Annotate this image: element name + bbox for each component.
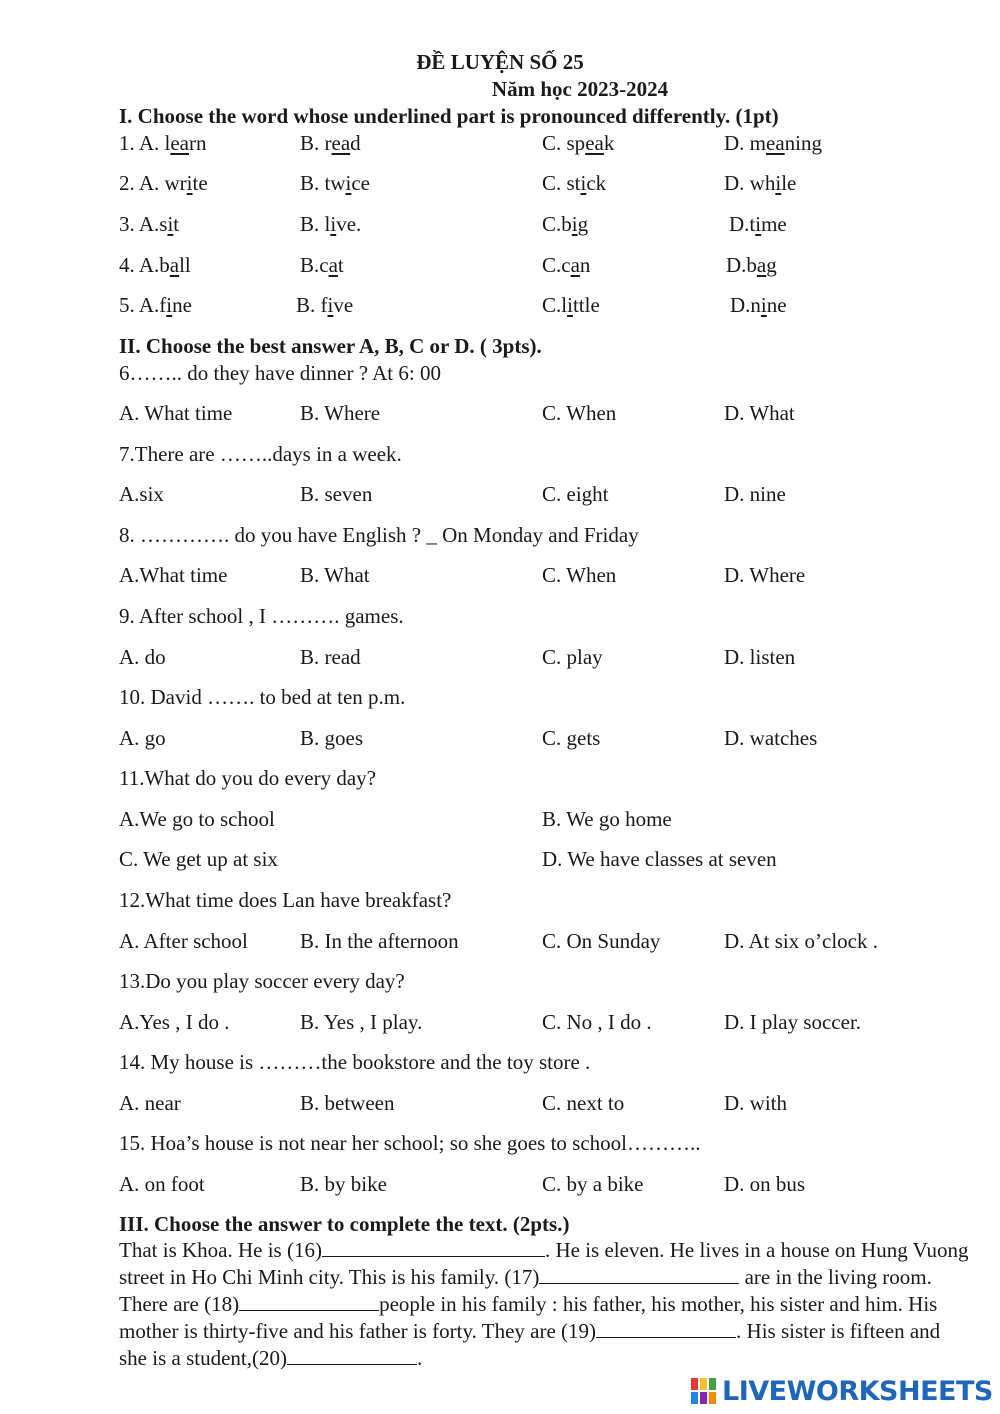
q7-option-a: A.six: [119, 482, 164, 506]
q9-option-a: A. do: [119, 645, 166, 669]
q6-option-b: B. Where: [300, 401, 381, 425]
q14-question: 14. My house is ………the bookstore and the toy store .: [119, 1050, 591, 1074]
section-1-heading: I. Choose the word whose underlined part is pronounced differently. (1pt): [119, 104, 779, 128]
q1-option-a: 1. A. learn: [119, 131, 207, 155]
q3-option-a: 3. A.sit: [119, 212, 180, 236]
blank-17[interactable]: [539, 1265, 739, 1284]
q4-option-d: D.bag: [726, 253, 777, 277]
cloze-passage: That is Khoa. He is (16) . He is eleven. He lives in a house on Hung Vuong street in Ho Chi Minh city. This is his family. (17) are in the living room. There are (18) people in his family : his father, his mother, his sister and him. His mother is thirty-five and his father is forty. They are (19) . His sister is fifteen and she is a student,(20) .: [119, 1238, 969, 1370]
section-2-heading: II. Choose the best answer A, B, C or D. ( 3pts).: [119, 334, 542, 358]
q13-option-a: A.Yes , I do .: [119, 1010, 230, 1034]
worksheet-title: ĐỀ LUYỆN SỐ 25: [416, 50, 584, 74]
q9-option-b: B. read: [300, 645, 361, 669]
q11-option-a: A.We go to school: [119, 807, 275, 831]
q6-option-a: A. What time: [119, 401, 233, 425]
blank-20[interactable]: [287, 1346, 417, 1365]
section-3-heading: III. Choose the answer to complete the text. (2pts.): [119, 1212, 570, 1236]
q11-option-b: B. We go home: [542, 807, 672, 831]
liveworksheets-logo: [690, 1376, 993, 1406]
q9-option-c: C. play: [542, 645, 603, 669]
q15-option-b: B. by bike: [300, 1172, 387, 1196]
q2-option-c: C. stick: [542, 171, 607, 195]
q7-question: 7.There are ……..days in a week.: [119, 442, 402, 466]
liveworksheets-icon: [690, 1377, 718, 1405]
q5-option-b: B. five: [296, 293, 354, 317]
q14-option-d: D. with: [724, 1091, 787, 1115]
q10-option-a: A. go: [119, 726, 166, 750]
q9-question: 9. After school , I ………. games.: [119, 604, 404, 628]
q2-option-b: B. twice: [300, 171, 371, 195]
q12-option-c: C. On Sunday: [542, 929, 661, 953]
q14-option-c: C. next to: [542, 1091, 625, 1115]
q5-option-c: C.little: [542, 293, 600, 317]
blank-19[interactable]: [596, 1319, 736, 1338]
q13-option-b: B. Yes , I play.: [300, 1010, 423, 1034]
q13-question: 13.Do you play soccer every day?: [119, 969, 405, 993]
q7-option-b: B. seven: [300, 482, 373, 506]
q7-option-d: D. nine: [724, 482, 786, 506]
q4-option-c: C.can: [542, 253, 591, 277]
q5-option-d: D.nine: [730, 293, 787, 317]
q3-option-b: B. live.: [300, 212, 362, 236]
q8-option-b: B. What: [300, 563, 370, 587]
q10-option-c: C. gets: [542, 726, 601, 750]
q8-option-c: C. When: [542, 563, 617, 587]
q12-option-d: D. At six o’clock .: [724, 929, 878, 953]
q4-option-a: 4. A.ball: [119, 253, 191, 277]
q5-option-a: 5. A.fine: [119, 293, 192, 317]
q4-option-b: B.cat: [300, 253, 344, 277]
q1-option-d: D. meaning: [724, 131, 822, 155]
q6-question: 6…….. do they have dinner ? At 6: 00: [119, 361, 441, 385]
q6-option-d: D. What: [724, 401, 795, 425]
q7-option-c: C. eight: [542, 482, 609, 506]
q11-option-c: C. We get up at six: [119, 847, 278, 871]
q15-option-d: D. on bus: [724, 1172, 806, 1196]
q9-option-d: D. listen: [724, 645, 796, 669]
q13-option-c: C. No , I do .: [542, 1010, 652, 1034]
q1-option-c: C. speak: [542, 131, 615, 155]
q2-option-a: 2. A. write: [119, 171, 208, 195]
q2-option-d: D. while: [724, 171, 797, 195]
q10-question: 10. David ……. to bed at ten p.m.: [119, 685, 406, 709]
q14-option-a: A. near: [119, 1091, 181, 1115]
q1-option-b: B. read: [300, 131, 361, 155]
q15-option-c: C. by a bike: [542, 1172, 644, 1196]
q12-question: 12.What time does Lan have breakfast?: [119, 888, 452, 912]
q14-option-b: B. between: [300, 1091, 395, 1115]
q3-option-d: D.time: [729, 212, 787, 236]
q15-option-a: A. on foot: [119, 1172, 205, 1196]
q15-question: 15. Hoa’s house is not near her school; so she goes to school………..: [119, 1131, 701, 1155]
liveworksheets-wordmark: LIVEWORKSHEETS: [722, 1375, 993, 1407]
q11-option-d: D. We have classes at seven: [542, 847, 777, 871]
q12-option-b: B. In the afternoon: [300, 929, 459, 953]
q3-option-c: C.big: [542, 212, 589, 236]
q10-option-d: D. watches: [724, 726, 818, 750]
q10-option-b: B. goes: [300, 726, 363, 750]
q8-option-d: D. Where: [724, 563, 806, 587]
q8-option-a: A.What time: [119, 563, 228, 587]
q11-question: 11.What do you do every day?: [119, 766, 376, 790]
q13-option-d: D. I play soccer.: [724, 1010, 862, 1034]
school-year: Năm học 2023-2024: [491, 77, 669, 101]
q6-option-c: C. When: [542, 401, 617, 425]
blank-16[interactable]: [322, 1238, 545, 1257]
blank-18[interactable]: [239, 1292, 379, 1311]
q8-question: 8. …………. do you have English ? _ On Monday and Friday: [119, 523, 639, 547]
q12-option-a: A. After school: [119, 929, 248, 953]
